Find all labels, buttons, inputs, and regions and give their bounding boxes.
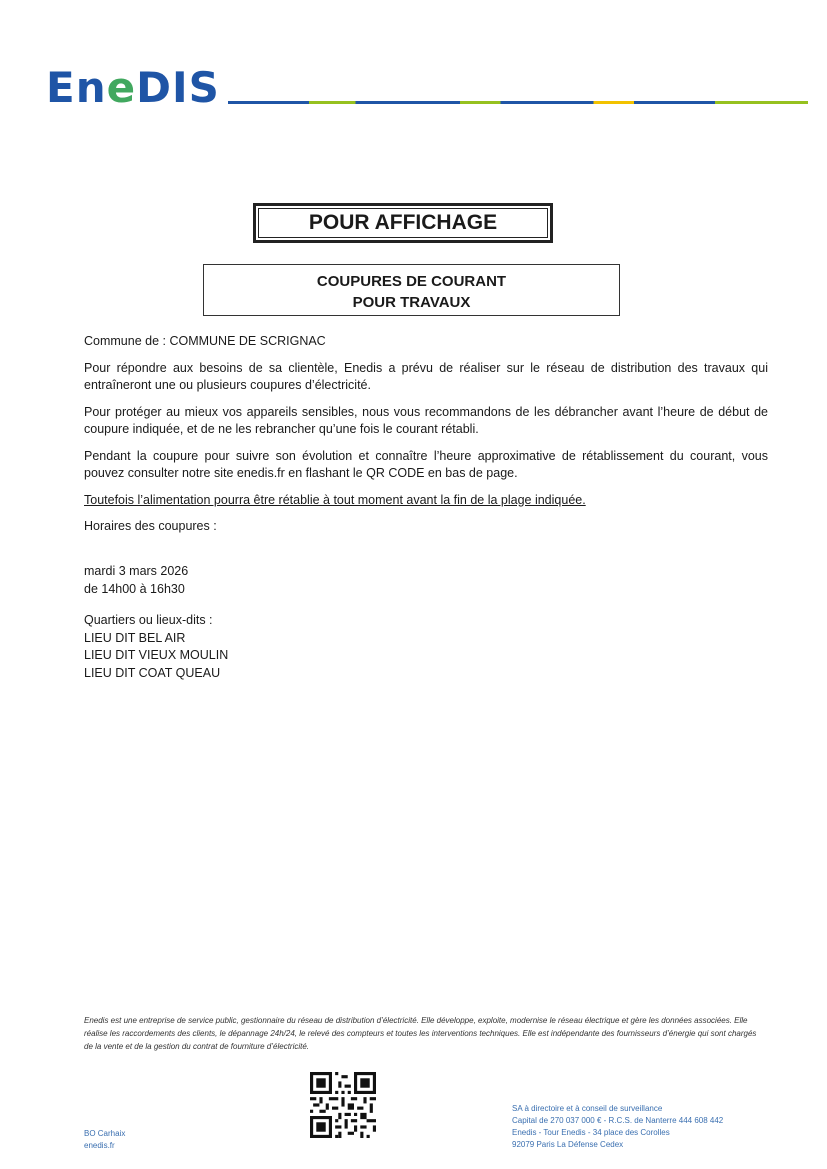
footer-legal (512, 1103, 723, 1151)
paragraph-4: Toutefois l’alimentation pourra être rétablie à tout moment avant la fin de la plage indiquée. (84, 492, 586, 507)
logo-part-b: e (106, 63, 137, 112)
schedule (84, 563, 188, 598)
paragraph-1: Pour répondre aux besoins de sa clientèle, Enedis a prévu de réaliser sur le réseau de distribution des travaux qui entraîneront une ou plusieurs coupures d’électricité. (84, 360, 768, 392)
place-item: LIEU DIT BEL AIR (84, 630, 186, 645)
subtitle-line-2: POUR TRAVAUX (352, 294, 471, 311)
place-item: LIEU DIT COAT QUEAU (84, 665, 221, 680)
places-label: Quartiers ou lieux-dits : (84, 613, 213, 627)
footer-disclaimer: Enedis est une entreprise de service public, gestionnaire du réseau de distribution d’électricité. Elle développe, exploite, modernise le réseau électrique et gère les données associées. Elle réalise les raccordements des clients, le dépannage 24h/24, le relevé des compteurs et toutes les interventions techniques. Elle est indépendante des fournisseurs d’énergie qui sont chargés de la vente et de la gestion du contrat de fourniture d’électricité. (84, 1016, 757, 1051)
subtitle-line-1: COUPURES DE COURANT (316, 273, 507, 290)
paragraph-2: Pour protéger au mieux vos appareils sensibles, nous vous recommandons de les débrancher avant l’heure de début de coupure indiquée, et de ne les rebrancher qu’une fois le courant rétabli. (84, 404, 768, 436)
footer-legal-line: SA à directoire et à conseil de surveillance (512, 1104, 663, 1113)
header-divider (228, 101, 808, 104)
footer-agency: BO Carhaix (84, 1129, 126, 1138)
footer-legal-line: 92079 Paris La Défense Cedex (512, 1140, 624, 1149)
places-list (84, 612, 228, 682)
place-item: LIEU DIT VIEUX MOULIN (84, 648, 229, 662)
outage-time: de 14h00 à 16h30 (84, 581, 185, 596)
enedis-logo (46, 64, 220, 112)
footer-legal-line: Capital de 270 037 000 € - R.C.S. de Nanterre 444 608 442 (512, 1116, 724, 1125)
title-box (253, 203, 553, 243)
logo-part-a: En (46, 63, 107, 112)
footer-website[interactable]: enedis.fr (84, 1141, 115, 1150)
notice-body (84, 333, 768, 545)
page-title: POUR AFFICHAGE (308, 211, 498, 234)
logo-part-c: DIS (136, 63, 220, 112)
paragraph-3: Pendant la coupure pour suivre son évolution et connaître l’heure approximative de rétablissement du courant, vous pouvez consulter notre site enedis.fr en flashant le QR CODE en bas de page. (84, 448, 768, 480)
commune-line: Commune de : COMMUNE DE SCRIGNAC (84, 334, 326, 348)
outage-date: mardi 3 mars 2026 (84, 564, 189, 578)
footer-legal-line: Enedis - Tour Enedis - 34 place des Corolles (512, 1128, 670, 1137)
footer-left (84, 1128, 125, 1152)
horaires-label: Horaires des coupures : (84, 519, 217, 533)
qr-code-icon[interactable] (310, 1072, 376, 1138)
subtitle-box (203, 264, 620, 316)
